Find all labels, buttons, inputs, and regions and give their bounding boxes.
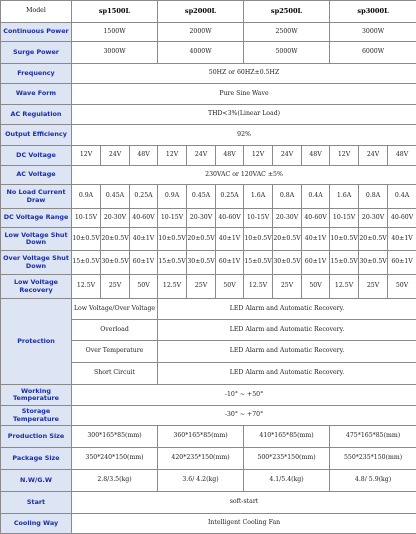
row-label: AC Voltage — [1, 166, 72, 185]
cell-value: soft-start — [72, 492, 416, 514]
protection-value: LED Alarm and Automatic Recovery. — [158, 299, 416, 320]
dc-voltage-row — [1, 146, 416, 166]
storage-temperature-row — [1, 406, 416, 426]
cell-value: 5000W — [244, 42, 330, 64]
cell-value: 15±0.5V — [72, 251, 101, 275]
cell-value: 0.8A — [359, 185, 388, 209]
cell-value: 12.5V — [330, 275, 359, 299]
cell-value: 350*240*150(mm) — [72, 448, 158, 470]
row-label: Low Voltage Shut Down — [1, 228, 72, 251]
cell-value: 15±0.5V — [330, 251, 359, 275]
ac-regulation-row — [1, 105, 416, 125]
cell-value: 20±0.5V — [273, 228, 302, 251]
cell-value: 40-60V — [216, 209, 244, 228]
cell-value: Intelligent Cooling Fan — [72, 514, 416, 534]
row-label: AC Regulation — [1, 105, 72, 125]
cell-value: 410*165*85(mm) — [244, 426, 330, 448]
cell-value: 24V — [101, 146, 130, 166]
cell-value: 50V — [302, 275, 330, 299]
cell-value: 50HZ or 60HZ±0.5HZ — [72, 64, 416, 84]
start-row — [1, 492, 416, 514]
row-label: Storage Temperature — [1, 406, 72, 426]
model-name: sp1500L — [72, 1, 158, 23]
cell-value: 360*165*85(mm) — [158, 426, 244, 448]
cell-value: 20-30V — [187, 209, 216, 228]
cell-value: 3000W — [330, 23, 416, 42]
over-voltage-shutdown-row — [1, 251, 416, 275]
frequency-row — [1, 64, 416, 84]
cell-value: 48V — [302, 146, 330, 166]
cell-value: 48V — [216, 146, 244, 166]
model-name: sp3000L — [330, 1, 416, 23]
cell-value: 20±0.5V — [187, 228, 216, 251]
cell-value: 40-60V — [130, 209, 158, 228]
row-label: No Load Current Draw — [1, 185, 72, 209]
cell-value: 4.1/5.4(kg) — [244, 470, 330, 492]
cell-value: 48V — [388, 146, 416, 166]
low-voltage-shutdown-row — [1, 228, 416, 251]
continuous-power-row — [1, 23, 416, 42]
cell-value: 2000W — [158, 23, 244, 42]
cell-value: 12V — [72, 146, 101, 166]
cell-value: 30±0.5V — [273, 251, 302, 275]
working-temperature-row — [1, 385, 416, 406]
row-label: Low Voltage Recovery — [1, 275, 72, 299]
cell-value: 24V — [359, 146, 388, 166]
row-label: Continuous Power — [1, 23, 72, 42]
cell-value: 10-15V — [330, 209, 359, 228]
cell-value: 10-15V — [72, 209, 101, 228]
cell-value: 10±0.5V — [330, 228, 359, 251]
cell-value: 4000W — [158, 42, 244, 64]
cell-value: 25V — [273, 275, 302, 299]
cell-value: 500*235*150(mm) — [244, 448, 330, 470]
cell-value: 12.5V — [244, 275, 273, 299]
cell-value: 24V — [187, 146, 216, 166]
cell-value: 1.6A — [330, 185, 359, 209]
cell-value: 0.25A — [130, 185, 158, 209]
cell-value: 230VAC or 120VAC ±5% — [72, 166, 416, 185]
row-label: Frequency — [1, 64, 72, 84]
cell-value: 50V — [130, 275, 158, 299]
ac-voltage-row — [1, 166, 416, 185]
cell-value: 0.45A — [101, 185, 130, 209]
cell-value: 24V — [273, 146, 302, 166]
cell-value: 0.9A — [72, 185, 101, 209]
cell-value: 12.5V — [72, 275, 101, 299]
cell-value: 10±0.5V — [158, 228, 187, 251]
cell-value: 475*165*85(mm) — [330, 426, 416, 448]
nw-gw-row — [1, 470, 416, 492]
cell-value: 60±1V — [302, 251, 330, 275]
cell-value: 0.25A — [216, 185, 244, 209]
cell-value: 3.6/ 4.2(kg) — [158, 470, 244, 492]
cell-value: 25V — [187, 275, 216, 299]
row-label: Start — [1, 492, 72, 514]
model-label: Model — [1, 1, 72, 23]
cell-value: 12V — [330, 146, 359, 166]
surge-power-row — [1, 42, 416, 64]
cooling-way-row — [1, 514, 416, 534]
row-label: Working Temperature — [1, 385, 72, 406]
cell-value: 550*235*150(mm) — [330, 448, 416, 470]
cell-value: 25V — [101, 275, 130, 299]
protection-value: LED Alarm and Automatic Recovery. — [158, 363, 416, 385]
cell-value: 1.6A — [244, 185, 273, 209]
row-label: Production Size — [1, 426, 72, 448]
row-label: Cooling Way — [1, 514, 72, 534]
cell-value: 1500W — [72, 23, 158, 42]
cell-value: 40±1V — [130, 228, 158, 251]
cell-value: 20-30V — [359, 209, 388, 228]
protection-item: Over Temperature — [72, 341, 158, 363]
cell-value: 40±1V — [302, 228, 330, 251]
cell-value: 60±1V — [216, 251, 244, 275]
row-label: Output Efficiency — [1, 125, 72, 146]
row-label: N.W/G.W — [1, 470, 72, 492]
cell-value: 30±0.5V — [359, 251, 388, 275]
cell-value: 6000W — [330, 42, 416, 64]
cell-value: 0.45A — [187, 185, 216, 209]
cell-value: 12V — [244, 146, 273, 166]
cell-value: 40-60V — [302, 209, 330, 228]
cell-value: 20-30V — [273, 209, 302, 228]
wave-form-row — [1, 84, 416, 105]
low-voltage-recovery-row — [1, 275, 416, 299]
cell-value: 300*165*85(mm) — [72, 426, 158, 448]
row-label: DC Voltage — [1, 146, 72, 166]
cell-value: 25V — [359, 275, 388, 299]
cell-value: 0.8A — [273, 185, 302, 209]
cell-value: 60±1V — [130, 251, 158, 275]
cell-value: -10° ~ +50° — [72, 385, 416, 406]
cell-value: 30±0.5V — [187, 251, 216, 275]
cell-value: 20-30V — [101, 209, 130, 228]
protection-item: Low Voltage/Over Voltage — [72, 299, 158, 320]
production-size-row — [1, 426, 416, 448]
cell-value: 12.5V — [158, 275, 187, 299]
protection-item: Overload — [72, 320, 158, 341]
row-label: Surge Power — [1, 42, 72, 64]
cell-value: 0.9A — [158, 185, 187, 209]
cell-value: 420*235*150(mm) — [158, 448, 244, 470]
cell-value: 4.8/ 5.9(kg) — [330, 470, 416, 492]
dc-voltage-range-row — [1, 209, 416, 228]
cell-value: 2.8/3.5(kg) — [72, 470, 158, 492]
cell-value: 40-60V — [388, 209, 416, 228]
protection-row — [1, 299, 416, 320]
row-label: Package Size — [1, 448, 72, 470]
protection-value: LED Alarm and Automatic Recovery. — [158, 341, 416, 363]
cell-value: Pure Sine Wave — [72, 84, 416, 105]
cell-value: 2500W — [244, 23, 330, 42]
cell-value: THD<3%(Linear Load) — [72, 105, 416, 125]
output-efficiency-row — [1, 125, 416, 146]
cell-value: 40±1V — [216, 228, 244, 251]
no-load-current-row — [1, 185, 416, 209]
row-label: Wave Form — [1, 84, 72, 105]
cell-value: 20±0.5V — [101, 228, 130, 251]
row-label: Over Voltage Shut Down — [1, 251, 72, 275]
cell-value: 50V — [388, 275, 416, 299]
cell-value: 20±0.5V — [359, 228, 388, 251]
cell-value: 10-15V — [244, 209, 273, 228]
cell-value: 60±1V — [388, 251, 416, 275]
row-label: DC Voltage Range — [1, 209, 72, 228]
header-row — [1, 1, 416, 23]
cell-value: 30±0.5V — [101, 251, 130, 275]
cell-value: 0.4A — [388, 185, 416, 209]
package-size-row — [1, 448, 416, 470]
cell-value: 48V — [130, 146, 158, 166]
cell-value: 10±0.5V — [72, 228, 101, 251]
cell-value: 92% — [72, 125, 416, 146]
cell-value: -30° ~ +70° — [72, 406, 416, 426]
cell-value: 0.4A — [302, 185, 330, 209]
row-label: Protection — [1, 299, 72, 385]
protection-item: Short Circuit — [72, 363, 158, 385]
cell-value: 50V — [216, 275, 244, 299]
cell-value: 10-15V — [158, 209, 187, 228]
cell-value: 10±0.5V — [244, 228, 273, 251]
model-name: sp2500L — [244, 1, 330, 23]
cell-value: 15±0.5V — [158, 251, 187, 275]
cell-value: 40±1V — [388, 228, 416, 251]
cell-value: 15±0.5V — [244, 251, 273, 275]
model-name: sp2000L — [158, 1, 244, 23]
protection-value: LED Alarm and Automatic Recovery. — [158, 320, 416, 341]
cell-value: 3000W — [72, 42, 158, 64]
cell-value: 12V — [158, 146, 187, 166]
